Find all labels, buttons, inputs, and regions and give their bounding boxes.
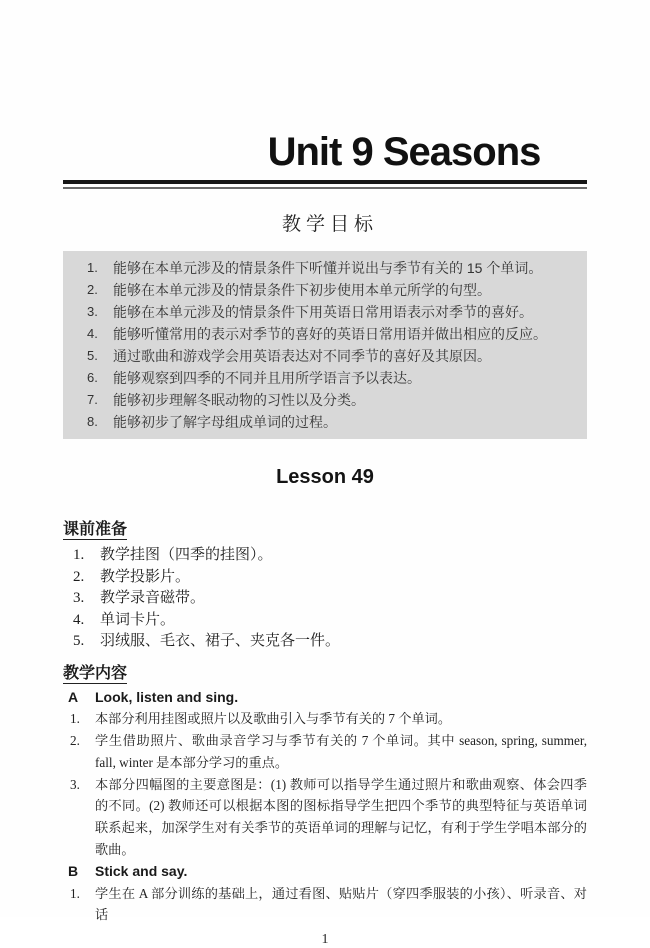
list-item-text: 单词卡片。: [100, 611, 176, 628]
objective-item: [63, 389, 587, 411]
objective-text: 能够在本单元涉及的情景条件下听懂并说出与季节有关的 15 个单词。: [113, 260, 543, 276]
content-item-number: 1.: [70, 711, 80, 727]
section-b-label: B: [68, 862, 79, 879]
content-item-text: 本部分利用挂图或照片以及歌曲引入与季节有关的 7 个单词。: [95, 711, 452, 727]
content-item-number: 2.: [70, 733, 80, 749]
objective-number: 2.: [87, 282, 98, 297]
content-item: [63, 774, 587, 861]
objective-number: 6.: [87, 370, 98, 385]
section-a-label: A: [68, 688, 79, 705]
content-item: [63, 708, 587, 730]
list-item: [63, 588, 587, 610]
divider-thick-line: [63, 180, 587, 184]
content-item-text: 本部分四幅图的主要意图是：(1) 教师可以指导学生通过照片和歌曲观察、体会四季的不同。(2) 教师还可以根据本图的图标指导学生把四个季节的典型特征与英语单词联系起来，加深学生对有关季节的英语单词的理解与记忆，有利于学生学唱本部分的歌曲。: [95, 776, 587, 858]
content-item: [63, 883, 587, 927]
objective-item: [63, 279, 587, 301]
list-item: [63, 631, 587, 653]
list-item-number: 5.: [73, 633, 85, 649]
title-divider: [63, 180, 587, 189]
objective-number: 7.: [87, 392, 98, 407]
objective-number: 4.: [87, 326, 98, 341]
objective-text: 能够听懂常用的表示对季节的喜好的英语日常用语并做出相应的反应。: [113, 326, 547, 342]
list-item-number: 1.: [73, 547, 85, 563]
teaching-content: [63, 687, 587, 927]
objectives-heading: 教学目标: [281, 214, 378, 235]
section-a-header: [63, 687, 587, 709]
lesson-heading: Lesson 49: [276, 466, 374, 488]
section-b-title: Stick and say.: [95, 862, 188, 879]
objective-number: 3.: [87, 304, 98, 319]
objective-item: [63, 323, 587, 345]
preparation-heading: [63, 519, 587, 541]
objective-number: 8.: [87, 414, 98, 429]
section-a-title: Look, listen and sing.: [95, 688, 239, 705]
content-item-text: 学生在 A 部分训练的基础上，通过看图、贴贴片（穿四季服装的小孩）、听录音、对话: [95, 885, 587, 923]
objective-text: 能够初步理解冬眠动物的习性以及分类。: [113, 392, 365, 408]
list-item: [63, 567, 587, 589]
preparation-list: [63, 545, 587, 653]
section-b-header: [63, 861, 587, 883]
content-item-number: 1.: [70, 885, 80, 901]
list-item-text: 教学投影片。: [100, 568, 191, 585]
objective-item: [63, 367, 587, 389]
list-item-number: 3.: [73, 590, 85, 606]
content-item: [63, 730, 587, 774]
objective-number: 1.: [87, 260, 98, 275]
page-content: [63, 0, 587, 948]
list-item-number: 4.: [73, 611, 85, 628]
content-heading-text: 教学内容: [63, 664, 128, 682]
list-item-number: 2.: [73, 568, 85, 585]
objective-item: [63, 301, 587, 323]
objective-text: 能够观察到四季的不同并且用所学语言予以表达。: [113, 370, 421, 386]
list-item-text: 教学挂图（四季的挂图）。: [100, 547, 273, 563]
content-item-number: 3.: [70, 776, 80, 792]
divider-thin-line: [63, 187, 587, 189]
objective-item: [63, 257, 587, 279]
content-heading: [63, 663, 587, 685]
objective-item: [63, 411, 587, 433]
objective-number: 5.: [87, 348, 98, 363]
list-item: [63, 610, 587, 632]
objectives-box: [63, 251, 587, 439]
objective-text: 能够在本单元涉及的情景条件下初步使用本单元所学的句型。: [113, 282, 491, 298]
content-item-text: 学生借助照片、歌曲录音学习与季节有关的 7 个单词。其中 season, spring, summer, fall, winter 是本部分学习的重点。: [95, 733, 587, 770]
objective-text: 能够在本单元涉及的情景条件下用英语日常用语表示对季节的喜好。: [113, 304, 533, 320]
objective-text: 能够初步了解字母组成单词的过程。: [113, 414, 337, 430]
list-item: [63, 545, 587, 567]
unit-title: Unit 9 Seasons: [267, 130, 541, 174]
list-item-text: 羽绒服、毛衣、裙子、夹克各一件。: [100, 633, 341, 649]
objective-text: 通过歌曲和游戏学会用英语表达对不同季节的喜好及其原因。: [113, 348, 491, 364]
list-item-text: 教学录音磁带。: [100, 590, 206, 606]
page-number: 1: [321, 932, 329, 948]
objective-item: [63, 345, 587, 367]
preparation-heading-text: 课前准备: [63, 521, 128, 538]
